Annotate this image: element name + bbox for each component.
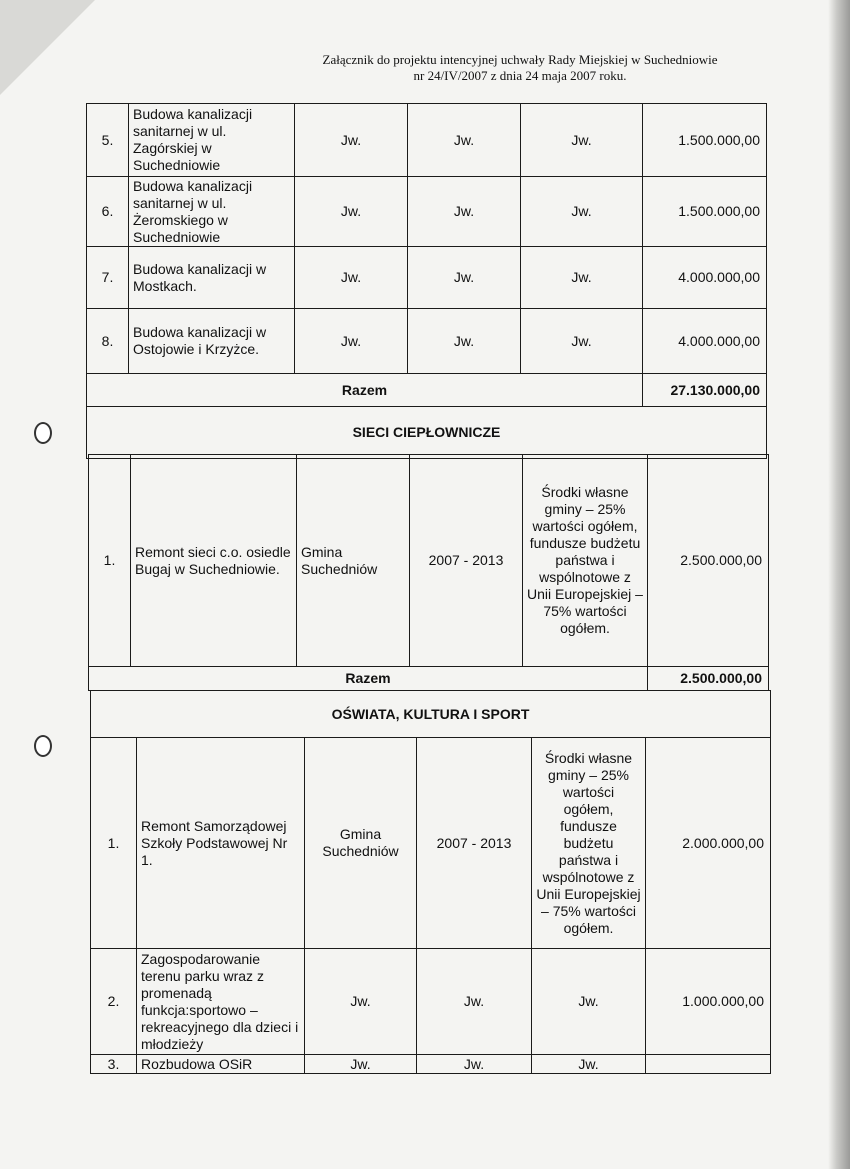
row-number: 5. bbox=[87, 104, 129, 177]
period: Jw. bbox=[408, 177, 521, 247]
amount: 1.000.000,00 bbox=[646, 949, 771, 1055]
task-name: Remont Samorządowej Szkoły Podstawowej Nr 1. bbox=[137, 738, 305, 949]
task-name: Budowa kanalizacji sanitarnej w ul. Żeromskiego w Suchedniowie bbox=[129, 177, 295, 247]
funding-source: Jw. bbox=[521, 177, 643, 247]
table-row bbox=[87, 247, 767, 309]
amount: 2.000.000,00 bbox=[646, 738, 771, 949]
header-line-2: nr 24/IV/2007 z dnia 24 maja 2007 roku. bbox=[413, 68, 627, 83]
section-heading-row bbox=[91, 691, 771, 738]
row-number: 7. bbox=[87, 247, 129, 309]
table-row bbox=[91, 1055, 771, 1074]
total-row bbox=[87, 374, 767, 407]
section-heading-row bbox=[87, 407, 767, 459]
row-number: 6. bbox=[87, 177, 129, 247]
total-label: Razem bbox=[89, 667, 648, 691]
period: 2007 - 2013 bbox=[410, 455, 523, 667]
period: Jw. bbox=[417, 949, 532, 1055]
period: 2007 - 2013 bbox=[417, 738, 532, 949]
amount: 1.500.000,00 bbox=[643, 104, 767, 177]
task-name: Budowa kanalizacji w Mostkach. bbox=[129, 247, 295, 309]
investor: Jw. bbox=[295, 309, 408, 374]
funding-source: Jw. bbox=[521, 104, 643, 177]
table-row bbox=[87, 177, 767, 247]
period: Jw. bbox=[408, 309, 521, 374]
funding-source: Jw. bbox=[532, 949, 646, 1055]
table-row bbox=[89, 455, 769, 667]
row-number: 2. bbox=[91, 949, 137, 1055]
row-number: 8. bbox=[87, 309, 129, 374]
table-row bbox=[91, 738, 771, 949]
amount: 2.500.000,00 bbox=[648, 455, 769, 667]
heating-table bbox=[88, 454, 769, 691]
investor: Jw. bbox=[305, 1055, 417, 1074]
task-name: Budowa kanalizacji sanitarnej w ul. Zagórskiej w Suchedniowie bbox=[129, 104, 295, 177]
task-name: Rozbudowa OSiR bbox=[137, 1055, 305, 1074]
punch-hole-top bbox=[34, 422, 52, 444]
investor: Jw. bbox=[305, 949, 417, 1055]
section-title-education: OŚWIATA, KULTURA I SPORT bbox=[91, 691, 771, 738]
investor: Jw. bbox=[295, 177, 408, 247]
section-title-heating: SIECI CIEPŁOWNICZE bbox=[87, 407, 767, 459]
table-row bbox=[87, 309, 767, 374]
row-number: 1. bbox=[89, 455, 131, 667]
funding-source: Jw. bbox=[532, 1055, 646, 1074]
investor: Jw. bbox=[295, 104, 408, 177]
scan-edge bbox=[828, 0, 850, 1169]
education-table bbox=[90, 690, 771, 1074]
total-row bbox=[89, 667, 769, 691]
row-number: 3. bbox=[91, 1055, 137, 1074]
period: Jw. bbox=[408, 247, 521, 309]
task-name: Budowa kanalizacji w Ostojowie i Krzyżce. bbox=[129, 309, 295, 374]
table-row bbox=[91, 949, 771, 1055]
funding-source: Środki własne gminy – 25% wartości ogółem, fundusze budżetu państwa i wspólnotowe z Unii Europejskiej – 75% wartości ogółem. bbox=[523, 455, 648, 667]
amount bbox=[646, 1055, 771, 1074]
sewerage-table bbox=[86, 103, 767, 459]
period: Jw. bbox=[417, 1055, 532, 1074]
table-row bbox=[87, 104, 767, 177]
header-line-1: Załącznik do projektu intencyjnej uchwały Rady Miejskiej w Suchedniowie bbox=[322, 52, 718, 67]
task-name: Zagospodarowanie terenu parku wraz z promenadą funkcja:sportowo – rekreacyjnego dla dzieci i młodzieży bbox=[137, 949, 305, 1055]
total-label: Razem bbox=[87, 374, 643, 407]
funding-source: Jw. bbox=[521, 309, 643, 374]
funding-source: Jw. bbox=[521, 247, 643, 309]
punch-hole-bottom bbox=[34, 735, 52, 757]
period: Jw. bbox=[408, 104, 521, 177]
total-amount: 27.130.000,00 bbox=[643, 374, 767, 407]
investor: Jw. bbox=[295, 247, 408, 309]
amount: 1.500.000,00 bbox=[643, 177, 767, 247]
amount: 4.000.000,00 bbox=[643, 309, 767, 374]
investor: Gmina Suchedniów bbox=[297, 455, 410, 667]
total-amount: 2.500.000,00 bbox=[648, 667, 769, 691]
investor: Gmina Suchedniów bbox=[305, 738, 417, 949]
row-number: 1. bbox=[91, 738, 137, 949]
folded-corner bbox=[0, 0, 95, 95]
amount: 4.000.000,00 bbox=[643, 247, 767, 309]
funding-source: Środki własne gminy – 25% wartości ogółem, fundusze budżetu państwa i wspólnotowe z Unii Europejskiej – 75% wartości ogółem. bbox=[532, 738, 646, 949]
document-header bbox=[300, 52, 740, 84]
task-name: Remont sieci c.o. osiedle Bugaj w Suchedniowie. bbox=[131, 455, 297, 667]
